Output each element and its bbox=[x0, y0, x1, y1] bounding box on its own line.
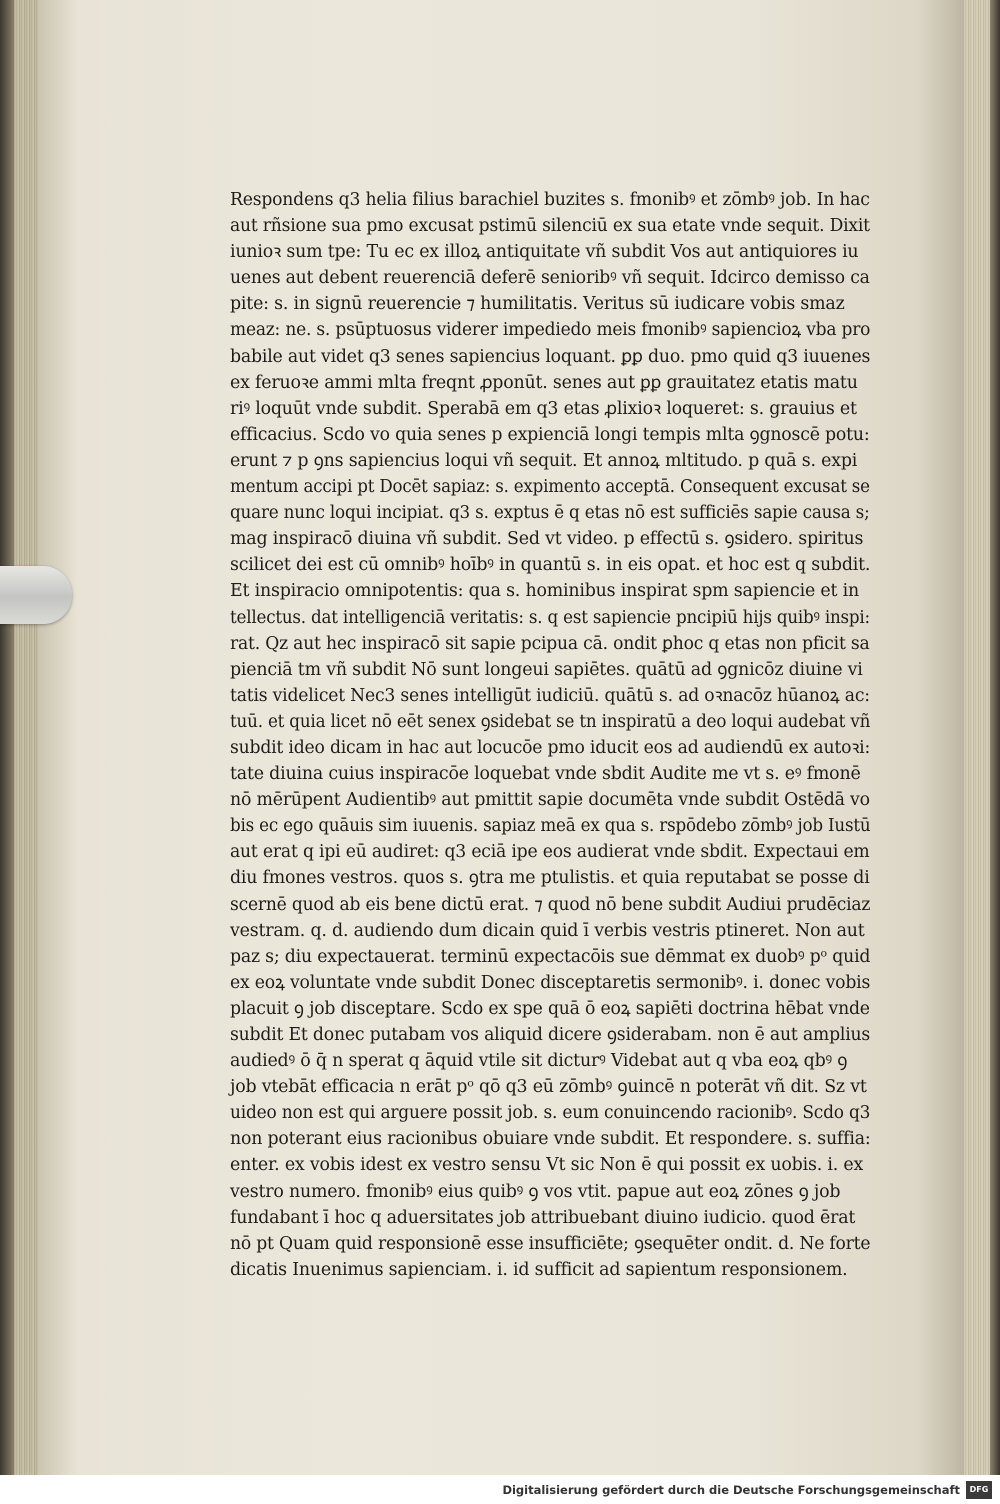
text-line: Et inspiracio omnipotentis: qua s. hominibus inspirat spm sapiencie et in bbox=[230, 581, 859, 602]
text-line: tellectus. dat intelligenciā veritatis: s. q est sapiencie pncipiū hijs quibꝰ inspi: bbox=[230, 607, 871, 628]
text-line: uenes aut debent reuerenciā deferē senioribꝰ vñ sequit. Idcirco demisso ca bbox=[230, 268, 870, 289]
dfg-logo-icon: DFG bbox=[966, 1481, 992, 1499]
text-line: quare nunc loqui incipiat. q3 s. exptus ē q etas nō est sufficiēs sapie causa s; bbox=[230, 503, 870, 524]
text-line: vestro numero. fmonibꝰ eius quibꝰ ꝯ vos vtit. papue aut eoꝝ zōnes ꝯ job bbox=[230, 1181, 841, 1202]
text-line: subdit Et donec putabam vos aliquid dicere ꝯsiderabam. non ē aut amplius bbox=[230, 1025, 871, 1045]
footer-bar bbox=[0, 1475, 1000, 1504]
text-line: ex eoꝝ voluntate vnde subdit Donec disceptaretis sermonibꝰ. i. donec vobis bbox=[230, 972, 871, 993]
text-column bbox=[230, 187, 870, 1283]
text-line: job vtebāt efficacia n erāt pᵒ qō q3 eū zōmbꝰ ꝯuincē n poterāt vñ dit. Sz vt bbox=[230, 1077, 867, 1098]
text-line: rat. Qz aut hec inspiracō sit sapie pcipua cā. ondit ꝑhoc q etas non pficit sa bbox=[230, 633, 870, 654]
text-line: subdit ideo dicam in hac aut locucōe pmo iducit eos ad audiendū ex autoꝛi: bbox=[230, 737, 871, 758]
text-line: uideo non est qui arguere possit job. s. eum conuincendo racionibꝰ. Scdo q3 bbox=[230, 1103, 871, 1124]
text-line: pienciā tm vñ subdit Nō sunt longeui sapiētes. quātū ad ꝯgnicōz diuine vi bbox=[230, 659, 863, 680]
book-edge-left-shadow bbox=[0, 0, 14, 1475]
page-clip bbox=[0, 566, 72, 624]
text-line: efficacius. Scdo vo quia senes p expienciā longi tempis mlta ꝯgnoscē potu: bbox=[230, 424, 870, 445]
text-line: vestram. q. d. audiendo dum dicain quid ī verbis vestris ptineret. Non aut bbox=[230, 920, 865, 941]
text-line: non poterant eius racionibus obuiare vnde subdit. Et respondere. s. suffia: bbox=[230, 1129, 871, 1150]
text-line: pite: s. in signū reuerencie ⁊ humilitatis. Veritus sū iudicare vobis smaz bbox=[230, 294, 845, 315]
text-line: fundabant ī hoc q aduersitates job attribuebant diuino iudicio. quod ērat bbox=[230, 1207, 856, 1228]
text-line: riꝰ loquūt vnde subdit. Sperabā em q3 etas ꝓlixioꝛ loqueret: s. grauius et bbox=[230, 398, 857, 419]
text-line: scernē quod ab eis bene dictū erat. ⁊ quod nō bene subdit Audiui prudēciaz bbox=[230, 894, 871, 915]
text-line: audiedꝰ ō q̄ n sperat q āquid vtile sit dicturꝰ Videbat aut q vba eoꝝ qbꝰ ꝯ bbox=[230, 1051, 848, 1072]
text-line: scilicet dei est cū omnibꝰ hoībꝰ in quantū s. in eis opat. et hoc est q subdit. bbox=[230, 555, 871, 576]
text-line: paz s; diu expectauerat. terminū expectacōis sue dēmmat ex duobꝰ pᵒ quid bbox=[230, 946, 871, 967]
book-edge-right-shadow bbox=[990, 0, 1000, 1475]
text-line: iunioꝛ sum tpe: Tu ec ex illoꝝ antiquitate vñ subdit Vos aut antiquiores iu bbox=[230, 242, 859, 263]
text-line: erunt ⁊ p ꝯns sapiencius loqui vñ sequit. Et annoꝝ mltitudo. p quā s. expi bbox=[230, 450, 858, 471]
text-line: nō pt Quam quid responsionē esse insufficiēte; ꝯsequēter ondit. d. Ne forte bbox=[230, 1233, 871, 1254]
text-line: tuū. et quia licet nō eēt senex ꝯsidebat se tn inspiratū a deo loqui audebat vñ bbox=[230, 711, 871, 732]
text-line: tate diuina cuius inspiracōe loquebat vnde sbdit Audite me vt s. eꝰ fmonē bbox=[230, 764, 861, 785]
text-line: ex feruoꝛe ammi mlta freqnt ꝓponūt. senes aut ꝑꝑ grauitatez etatis matu bbox=[230, 372, 858, 393]
text-line: bis ec ego quāuis sim iuuenis. sapiaz meā ex qua s. rspōdebo zōmbꝰ job Iustū bbox=[230, 816, 871, 837]
text-line: tatis videlicet Nec3 senes intelligūt iudiciū. quātū s. ad oꝛnacōz hūanoꝝ ac: bbox=[230, 685, 870, 706]
text-line: aut rñsione sua pmo excusat pstimū silenciū ex sua etate vnde sequit. Dixit bbox=[230, 216, 870, 237]
text-line: meaz: ne. s. psūptuosus viderer impediedo meis fmonibꝰ sapiencioꝝ vba pro bbox=[230, 320, 871, 341]
text-line: mentum accipi pt Docēt sapiaz: s. expimento acceptā. Consequent excusat se bbox=[230, 477, 870, 498]
text-line: dicatis Inuenimus sapienciam. i. id sufficit ad sapientum responsionem. bbox=[230, 1259, 848, 1280]
footer-credit: Digitalisierung gefördert durch die Deutsche Forschungsgemeinschaft bbox=[502, 1482, 960, 1497]
text-line: Respondens q3 helia filius barachiel buzites s. fmonibꝰ et zōmbꝰ job. In hac bbox=[230, 190, 870, 210]
text-line: mag inspiracō diuina vñ subdit. Sed vt video. p effectū s. ꝯsidero. spiritus bbox=[230, 529, 864, 550]
text-line: babile aut videt q3 senes sapiencius loquant. ꝑꝑ duo. pmo quid q3 iuuenes bbox=[230, 346, 871, 367]
text-line: placuit ꝯ job disceptare. Scdo ex spe quā ō eoꝝ sapiēti doctrina hēbat vnde bbox=[230, 998, 870, 1019]
text-line: enter. ex vobis idest ex vestro sensu Vt sic Non ē qui possit ex uobis. i. ex bbox=[230, 1155, 864, 1176]
text-line: nō mērūpent Audientibꝰ aut pmittit sapie documēta vnde subdit Ostēdā vo bbox=[230, 790, 870, 811]
text-line: aut erat q ipi eū audiret: q3 eciā ipe eos audierat vnde sbdit. Expectaui em bbox=[230, 842, 870, 863]
text-line: diu fmones vestros. quos s. ꝯtra me ptulistis. et quia reputabat se posse di bbox=[230, 868, 870, 889]
